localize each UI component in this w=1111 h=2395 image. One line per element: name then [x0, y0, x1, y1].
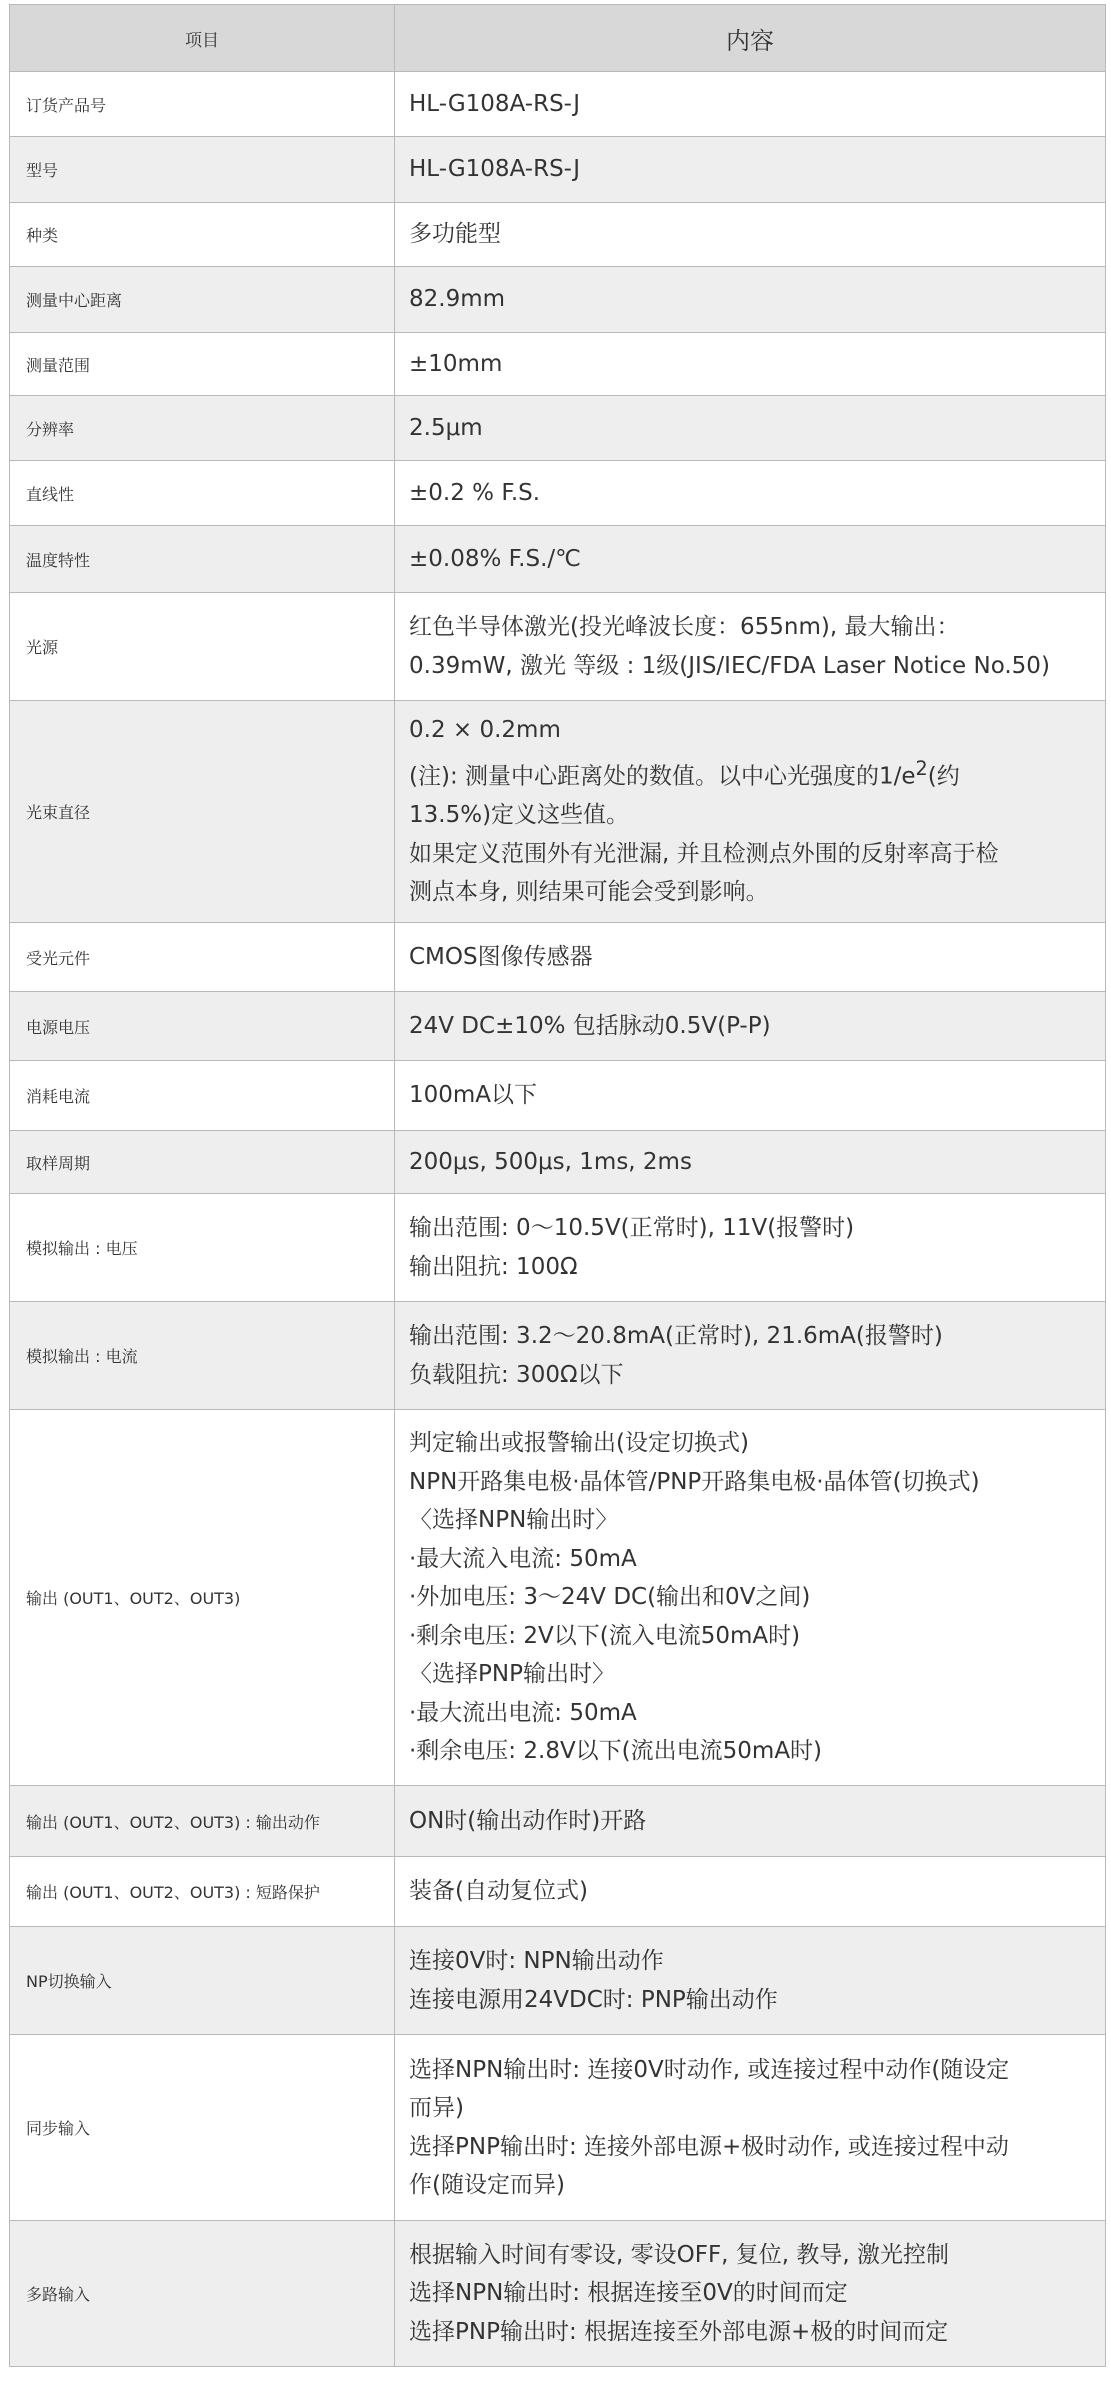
- spec-value-line: ·最大流入电流: 50mA: [409, 1545, 637, 1572]
- spec-table-container: [9, 4, 1105, 2367]
- spec-label: 分辨率: [10, 396, 395, 461]
- spec-value-line: 输出阻抗: 100Ω: [409, 1253, 578, 1280]
- spec-label: 直线性: [10, 461, 395, 526]
- spec-value-line: 选择PNP输出时: 根据连接至外部电源+极的时间而定: [409, 2318, 949, 2345]
- spec-value-line: 选择PNP输出时: 连接外部电源+极时动作, 或连接过程中动: [409, 2133, 1009, 2160]
- spec-value-line: 测点本身, 则结果可能会受到影响。: [409, 879, 769, 906]
- header-content: 内容: [395, 5, 1106, 72]
- spec-value-line: 〈选择PNP输出时〉: [409, 1661, 615, 1688]
- table-row: [10, 1302, 1106, 1410]
- table-row: [10, 923, 1106, 992]
- table-row: [10, 137, 1106, 203]
- spec-value-line: 200μs, 500μs, 1ms, 2ms: [409, 1148, 692, 1175]
- spec-value: [395, 992, 1106, 1061]
- table-row: [10, 267, 1106, 333]
- spec-value-line: 而异): [409, 2095, 464, 2121]
- spec-value: [395, 923, 1106, 992]
- header-item: 项目: [10, 5, 395, 72]
- spec-label: 电源电压: [10, 992, 395, 1061]
- spec-value-line: 100mA以下: [409, 1082, 538, 1109]
- table-row: [10, 333, 1106, 396]
- table-row: [10, 72, 1106, 137]
- spec-label: 光源: [10, 593, 395, 701]
- spec-label: 输出 (OUT1、OUT2、OUT3) : 短路保护: [10, 1857, 395, 1927]
- spec-table: [9, 4, 1106, 2367]
- table-body: [10, 72, 1106, 2367]
- spec-label: 模拟输出 : 电流: [10, 1302, 395, 1410]
- spec-value: [395, 267, 1106, 333]
- spec-value: [395, 1786, 1106, 1857]
- spec-value: [395, 1410, 1106, 1786]
- spec-label: 订货产品号: [10, 72, 395, 137]
- spec-value-line: 输出范围: 3.2～20.8mA(正常时), 21.6mA(报警时): [409, 1323, 943, 1349]
- spec-value-line: 82.9mm: [409, 286, 506, 313]
- spec-value-line: ±10mm: [409, 350, 503, 377]
- spec-value: [395, 526, 1106, 593]
- spec-value-line: ·最大流出电流: 50mA: [409, 1699, 637, 1726]
- spec-value: [395, 2221, 1106, 2367]
- spec-value-text: (注): 测量中心距离处的数值。以中心光强度的1/e: [409, 763, 916, 790]
- spec-value: [395, 2035, 1106, 2221]
- spec-value-line: 连接0V时: NPN输出动作: [409, 1948, 664, 1974]
- spec-label: 光束直径: [10, 701, 395, 923]
- spec-label: 同步输入: [10, 2035, 395, 2221]
- spec-value-line: ·剩余电压: 2V以下(流入电流50mA时): [409, 1622, 801, 1649]
- spec-value-line: ·剩余电压: 2.8V以下(流出电流50mA时): [409, 1738, 823, 1765]
- table-row: [10, 1061, 1106, 1131]
- spec-value: [395, 1061, 1106, 1131]
- spec-value-line: NPN开路集电极·晶体管/PNP开路集电极·晶体管(切换式): [409, 1468, 980, 1495]
- spec-value: [395, 333, 1106, 396]
- spec-label: 输出 (OUT1、OUT2、OUT3): [10, 1410, 395, 1786]
- spec-label: 消耗电流: [10, 1061, 395, 1131]
- spec-value: [395, 461, 1106, 526]
- spec-value: [395, 1131, 1106, 1194]
- table-row: [10, 1194, 1106, 1302]
- spec-label: 取样周期: [10, 1131, 395, 1194]
- spec-value-line: 如果定义范围外有光泄漏, 并且检测点外围的反射率高于检: [409, 840, 999, 867]
- spec-value-line: 负载阻抗: 300Ω以下: [409, 1361, 624, 1388]
- spec-value: [395, 1857, 1106, 1927]
- spec-value-line: 输出范围: 0～10.5V(正常时), 11V(报警时): [409, 1215, 855, 1241]
- table-row: [10, 461, 1106, 526]
- spec-label: 多路输入: [10, 2221, 395, 2367]
- table-header: [10, 5, 1106, 72]
- spec-label: 种类: [10, 203, 395, 267]
- spec-label: 温度特性: [10, 526, 395, 593]
- spec-value-line: 24V DC±10% 包括脉动0.5V(P-P): [409, 1012, 771, 1039]
- spec-value: [395, 396, 1106, 461]
- spec-value-line: 装备(自动复位式): [409, 1878, 588, 1905]
- spec-value-line: CMOS图像传感器: [409, 943, 593, 970]
- spec-value-line: ±0.2 % F.S.: [409, 479, 541, 506]
- spec-value-line: 根据输入时间有零设, 零设OFF, 复位, 教导, 激光控制: [409, 2241, 950, 2268]
- spec-value: [395, 1302, 1106, 1410]
- spec-value-line: 红色半导体激光(投光峰波长度：655nm), 最大输出：: [409, 614, 960, 640]
- spec-value-line: 连接电源用24VDC时: PNP输出动作: [409, 1986, 778, 2013]
- spec-label: 测量范围: [10, 333, 395, 396]
- spec-value: [395, 1927, 1106, 2035]
- table-row: [10, 396, 1106, 461]
- spec-value-line: 选择NPN输出时: 根据连接至0V的时间而定: [409, 2280, 848, 2307]
- spec-label: NP切换输入: [10, 1927, 395, 2035]
- spec-value-line: ±0.08% F.S./℃: [409, 545, 581, 572]
- spec-value: [395, 1194, 1106, 1302]
- spec-value-line: 〈选择NPN输出时〉: [409, 1507, 619, 1534]
- spec-value-line: 选择NPN输出时: 连接0V时动作, 或连接过程中动作(随设定: [409, 2056, 1010, 2083]
- table-row: [10, 1857, 1106, 1927]
- spec-value-line: HL-G108A-RS-J: [409, 156, 581, 183]
- table-row: [10, 1786, 1106, 1857]
- spec-label: 型号: [10, 137, 395, 203]
- table-row: [10, 992, 1106, 1061]
- spec-value-line: 判定输出或报警输出(设定切换式): [409, 1430, 749, 1457]
- table-row: [10, 1927, 1106, 2035]
- spec-value-line: 0.2 × 0.2mm: [409, 717, 561, 744]
- table-row: [10, 1131, 1106, 1194]
- spec-value: [395, 593, 1106, 701]
- table-row: [10, 1410, 1106, 1786]
- spec-value: [395, 137, 1106, 203]
- spec-value-text-tail: (约: [927, 763, 960, 790]
- spec-label: 测量中心距离: [10, 267, 395, 333]
- spec-value-line: 0.39mW, 激光 等级 : 1级(JIS/IEC/FDA Laser Notice No.50): [409, 652, 1050, 679]
- spec-value-line: 2.5μm: [409, 414, 483, 441]
- spec-value-line: ·外加电压: 3～24V DC(输出和0V之间): [409, 1584, 811, 1611]
- spec-value-line: 作(随设定而异): [409, 2172, 565, 2198]
- table-row: [10, 203, 1106, 267]
- spec-label: 模拟输出 : 电压: [10, 1194, 395, 1302]
- table-row: [10, 2035, 1106, 2221]
- table-row: [10, 701, 1106, 923]
- table-row: [10, 2221, 1106, 2367]
- spec-value-line: [409, 750, 1091, 796]
- spec-value: [395, 203, 1106, 267]
- table-row: [10, 526, 1106, 593]
- spec-value: [395, 701, 1106, 923]
- superscript: 2: [915, 756, 928, 780]
- spec-value: [395, 72, 1106, 137]
- spec-value-line: 13.5%)定义这些值。: [409, 802, 630, 829]
- spec-value-line: 多功能型: [409, 221, 501, 248]
- spec-value-line: HL-G108A-RS-J: [409, 90, 581, 117]
- spec-value-line: ON时(输出动作时)开路: [409, 1807, 647, 1834]
- spec-label: 输出 (OUT1、OUT2、OUT3) : 输出动作: [10, 1786, 395, 1857]
- table-row: [10, 593, 1106, 701]
- spec-label: 受光元件: [10, 923, 395, 992]
